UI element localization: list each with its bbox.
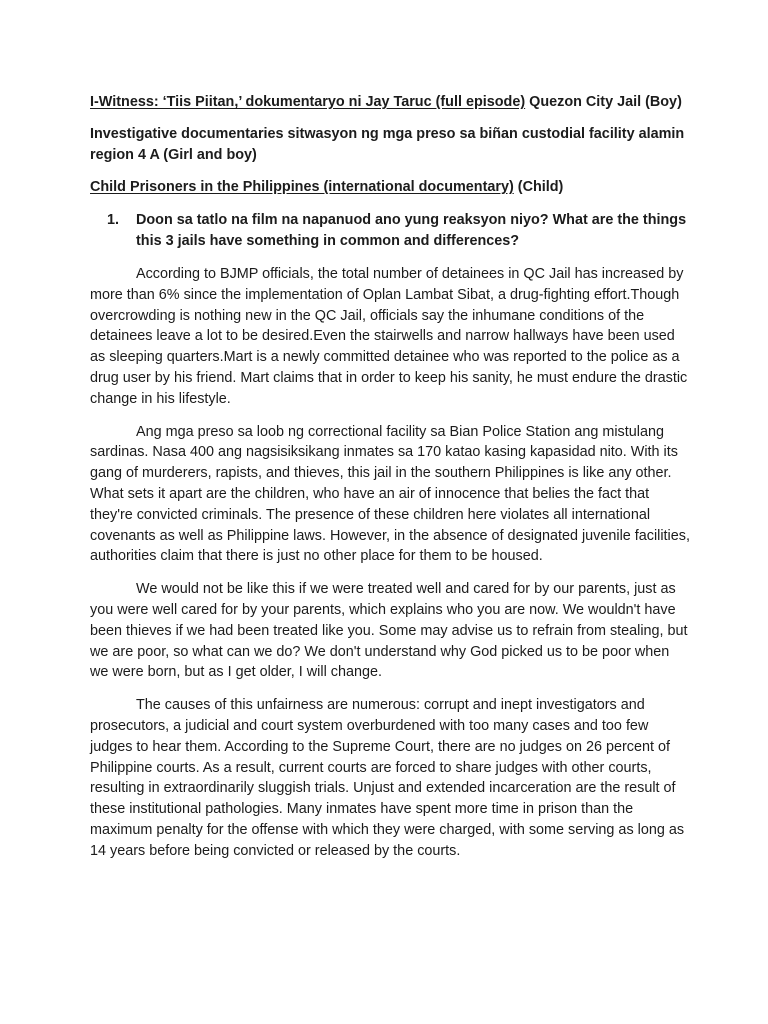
question-number: 1. [107,212,120,228]
heading-child-prisoners-suffix: (Child) [513,179,564,195]
paragraph-qc-jail: According to BJMP officials, the total number of detainees in QC Jail has increased by more than 6% since the implementation of Oplan Lambat Sibat, a drug-fighting effort.Though overcrowding is nothing new in the QC Jail, officials say the inhumane conditions of the detainees leave a lot to be desired.Even the stairwells and narrow hallways have been used as sleeping quarters.Mart is a newly committed detainee who was reported to the police as a drug user by his friend. Mart claims that in order to keep his sanity, he must endure the drastic change in his lifestyle. [90,266,688,407]
iwitness-documentary-link[interactable]: I-Witness: ‘Tiis Piitan,’ dokumentaryo ni Jay Taruc (full episode) [90,94,526,110]
heading-iwitness [90,92,690,113]
paragraph-binan-facility: Ang mga preso sa loob ng correctional facility sa Bian Police Station ang mistulang sardinas. Nasa 400 ang nagsisiksikang inmates sa 170 katao kasing kapasidad nito. With its gang of murderers, rapists, and thieves, this jail in the southern Philippines is like any other. What sets it apart are the children, who have an air of innocence that belies the fact that they're convicted criminals. The presence of these children here violates all international covenants as well as Philippine laws. However, in the absence of designated juvenile facilities, authorities claim that there is just no other place for them to be housed. [90,423,690,565]
paragraph-children-quote: We would not be like this if we were treated well and cared for by our parents, just as you were well cared for by your parents, which explains who you are now. We wouldn't have been thieves if we had been treated like you. Some may advise us to refrain from stealing, but we are poor, so what can we do? We don't understand why God picked us to be poor when we were born, but as I get older, I will change. [90,581,688,681]
heading-child-prisoners [90,177,690,198]
question-text: Doon sa tatlo na film na napanuod ano yung reaksyon niyo? What are the things this 3 jails have something in common and differences? [136,212,687,249]
paragraph-causes-unfairness: The causes of this unfairness are numerous: corrupt and inept investigators and prosecutors, a judicial and court system overburdened with too many cases and too few judges to hear them. According to the Supreme Court, there are no judges on 26 percent of Philippine courts. As a result, current courts are forced to share judges with other courts, resulting in extraordinarily sluggish trials. Unjust and extended incarceration are the result of these institutional pathologies. Many inmates have spent more time in prison than the maximum penalty for the offense with which they were charged, with some serving as long as 14 years before being convicted or released by the courts. [90,697,685,859]
heading-binan-documentary [90,124,690,166]
document-page [90,92,690,874]
question-item [90,210,690,252]
child-prisoners-documentary-link[interactable]: Child Prisoners in the Philippines (international documentary) [90,179,514,195]
heading-binan-text: Investigative documentaries sitwasyon ng mga preso sa biñan custodial facility alamin region 4 A (Girl and boy) [90,126,685,163]
heading-iwitness-suffix: Quezon City Jail (Boy) [525,94,682,110]
